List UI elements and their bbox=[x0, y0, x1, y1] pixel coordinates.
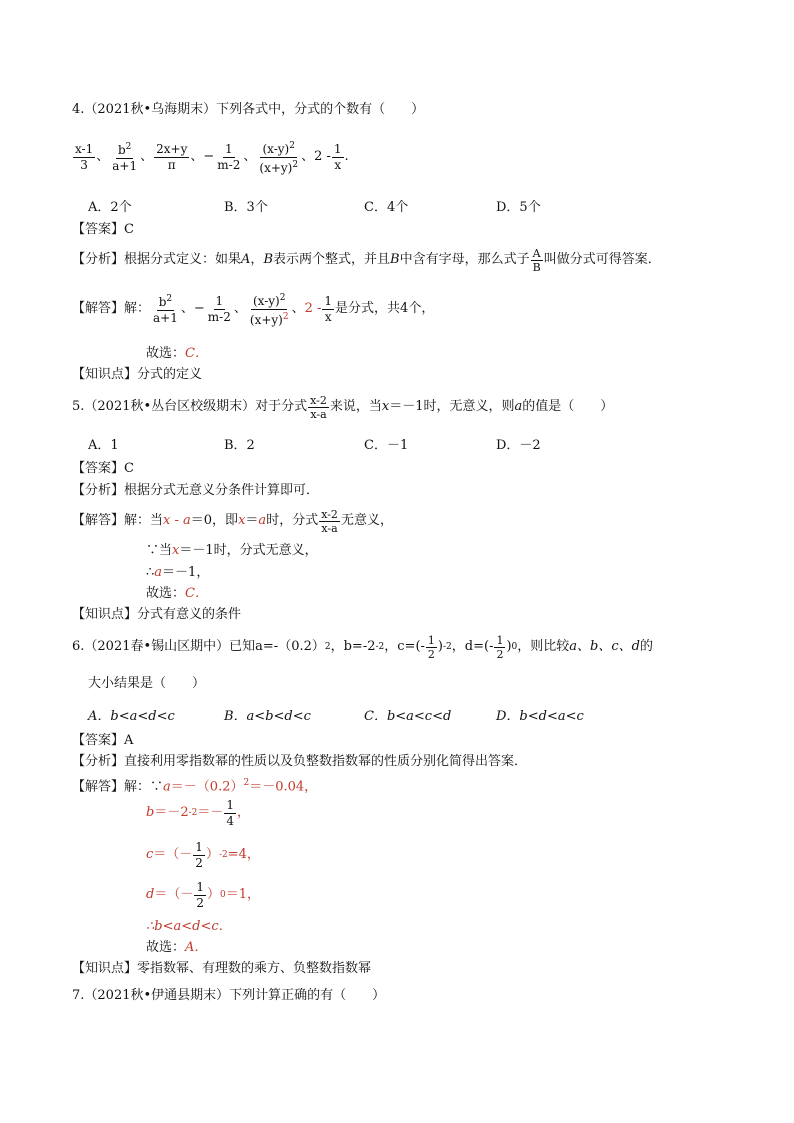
q5-option-c[interactable]: C．－1 bbox=[364, 438, 409, 453]
q7-header: 7.（2021秋•伊通县期末）下列计算正确的有（ ） bbox=[72, 988, 386, 1003]
q5-solution-3: ∴a＝－1， bbox=[146, 565, 210, 580]
q5-header: 5.（2021秋•丛台区校级期末）对于分式 $\frac{x-2}{x-a}$ 来说，当 x ＝－1时，无意义，则 a 的值是（ ） bbox=[72, 393, 614, 421]
q4-expressions: $\frac{x-1}{3}$ 、 $\frac{b^2}{a+1}$ 、 $\frac{2x+y}{\pi}$ 、 − $\frac{1}{m-2}$ 、 $\frac{(x-y)^2}{(x+y)^2}$ 、 2 - $\frac{1}{x}$ . bbox=[75, 140, 349, 175]
q4-option-b[interactable]: B．3个 bbox=[224, 200, 268, 215]
expr-3: $\frac{2x+y}{\pi}$ bbox=[156, 141, 188, 172]
q6-header: 6.（2021春•锡山区期中）已知a=-（0.2） 2 ，b=-2 -2 ，c=(- $\frac{1}{2}$ ) -2 ，d=(- $\frac{1}{2}$ ) 0 ，则比较 a、b、c、d 的 bbox=[72, 633, 653, 661]
q5-analysis: 【分析】根据分式无意义分条件计算即可． bbox=[72, 483, 320, 498]
q6-analysis: 【分析】直接利用零指数幂的性质以及负整数指数幂的性质分别化简得出答案． bbox=[72, 754, 528, 769]
q6-solution-5: ∴b<a<d<c． bbox=[146, 919, 232, 934]
expr-1: $\frac{x-1}{3}$ bbox=[75, 141, 94, 172]
expr-4: $\frac{1}{m-2}$ bbox=[217, 141, 241, 172]
q5-solution-1: 【解答】 解：当 x - a ＝0，即 x ＝ a 时，分式 $\frac{x-2}{x-a}$ 无意义， bbox=[72, 507, 393, 535]
q6-option-a[interactable]: A．b<a<d<c bbox=[88, 709, 175, 724]
q6-solution-2: b ＝－2 -2 ＝－ $\frac{1}{4}$ ， bbox=[146, 797, 251, 828]
q4-choose: 故选：C． bbox=[146, 346, 208, 361]
q5-solution-2: ∵当x＝－1时，分式无意义， bbox=[146, 543, 318, 558]
q6-option-c[interactable]: C．b<a<c<d bbox=[364, 709, 452, 724]
q5-answer: 【答案】C bbox=[72, 461, 134, 476]
q4-answer: 【答案】C bbox=[72, 222, 134, 237]
q6-choose: 故选：A． bbox=[146, 940, 208, 955]
q6-answer: 【答案】A bbox=[72, 733, 134, 748]
q4-solution: 【解答】 解： $\frac{b^2}{a+1}$ 、 − $\frac{1}{m-2}$ 、 $\frac{(x-y)^2}{(x+y)^2}$ 、 2 - $\frac{1}{x}$ 是分式，共4个， bbox=[72, 292, 435, 327]
q4-option-d[interactable]: D．5个 bbox=[496, 200, 541, 215]
q4-knowledge: 【知识点】分式的定义 bbox=[72, 367, 203, 382]
q6-option-b[interactable]: B．a<b<d<c bbox=[224, 709, 311, 724]
q4-option-a[interactable]: A．2个 bbox=[88, 200, 132, 215]
q5-option-a[interactable]: A．1 bbox=[88, 438, 119, 453]
q4-header: 4.（2021秋•乌海期末）下列各式中，分式的个数有（ ） bbox=[72, 102, 425, 117]
expr-5: $\frac{(x-y)^2}{(x+y)^2}$ bbox=[259, 140, 299, 175]
q6-solution-3: c ＝（－ $\frac{1}{2}$ ） -2 =4， bbox=[146, 839, 260, 870]
q5-option-b[interactable]: B．2 bbox=[224, 438, 255, 453]
q6-solution-1: 【解答】解：$\because a=-(0.2)^2=-0.04$， bbox=[72, 778, 318, 795]
q6-header-2: 大小结果是（ ） bbox=[88, 676, 206, 691]
q5-knowledge: 【知识点】分式有意义的条件 bbox=[72, 607, 242, 622]
q5-option-d[interactable]: D．－2 bbox=[496, 438, 541, 453]
q6-option-d[interactable]: D．b<d<a<c bbox=[496, 709, 584, 724]
expr-2: $\frac{b^2}{a+1}$ bbox=[112, 142, 138, 173]
q5-choose: 故选：C． bbox=[146, 586, 208, 601]
q4-option-c[interactable]: C．4个 bbox=[364, 200, 409, 215]
q6-solution-4: d ＝（－ $\frac{1}{2}$ ） 0 ＝1， bbox=[146, 879, 261, 910]
q4-analysis: 【分析】 根据分式定义：如果 A ， B 表示两个整式，并且 B 中含有字母，那么式子 $\frac{A}{B}$ 叫做分式可得答案． bbox=[72, 246, 661, 274]
q6-knowledge: 【知识点】零指数幂、有理数的乘方、负整数指数幂 bbox=[72, 961, 372, 976]
expr-6: $\frac{1}{x}$ bbox=[333, 141, 342, 172]
